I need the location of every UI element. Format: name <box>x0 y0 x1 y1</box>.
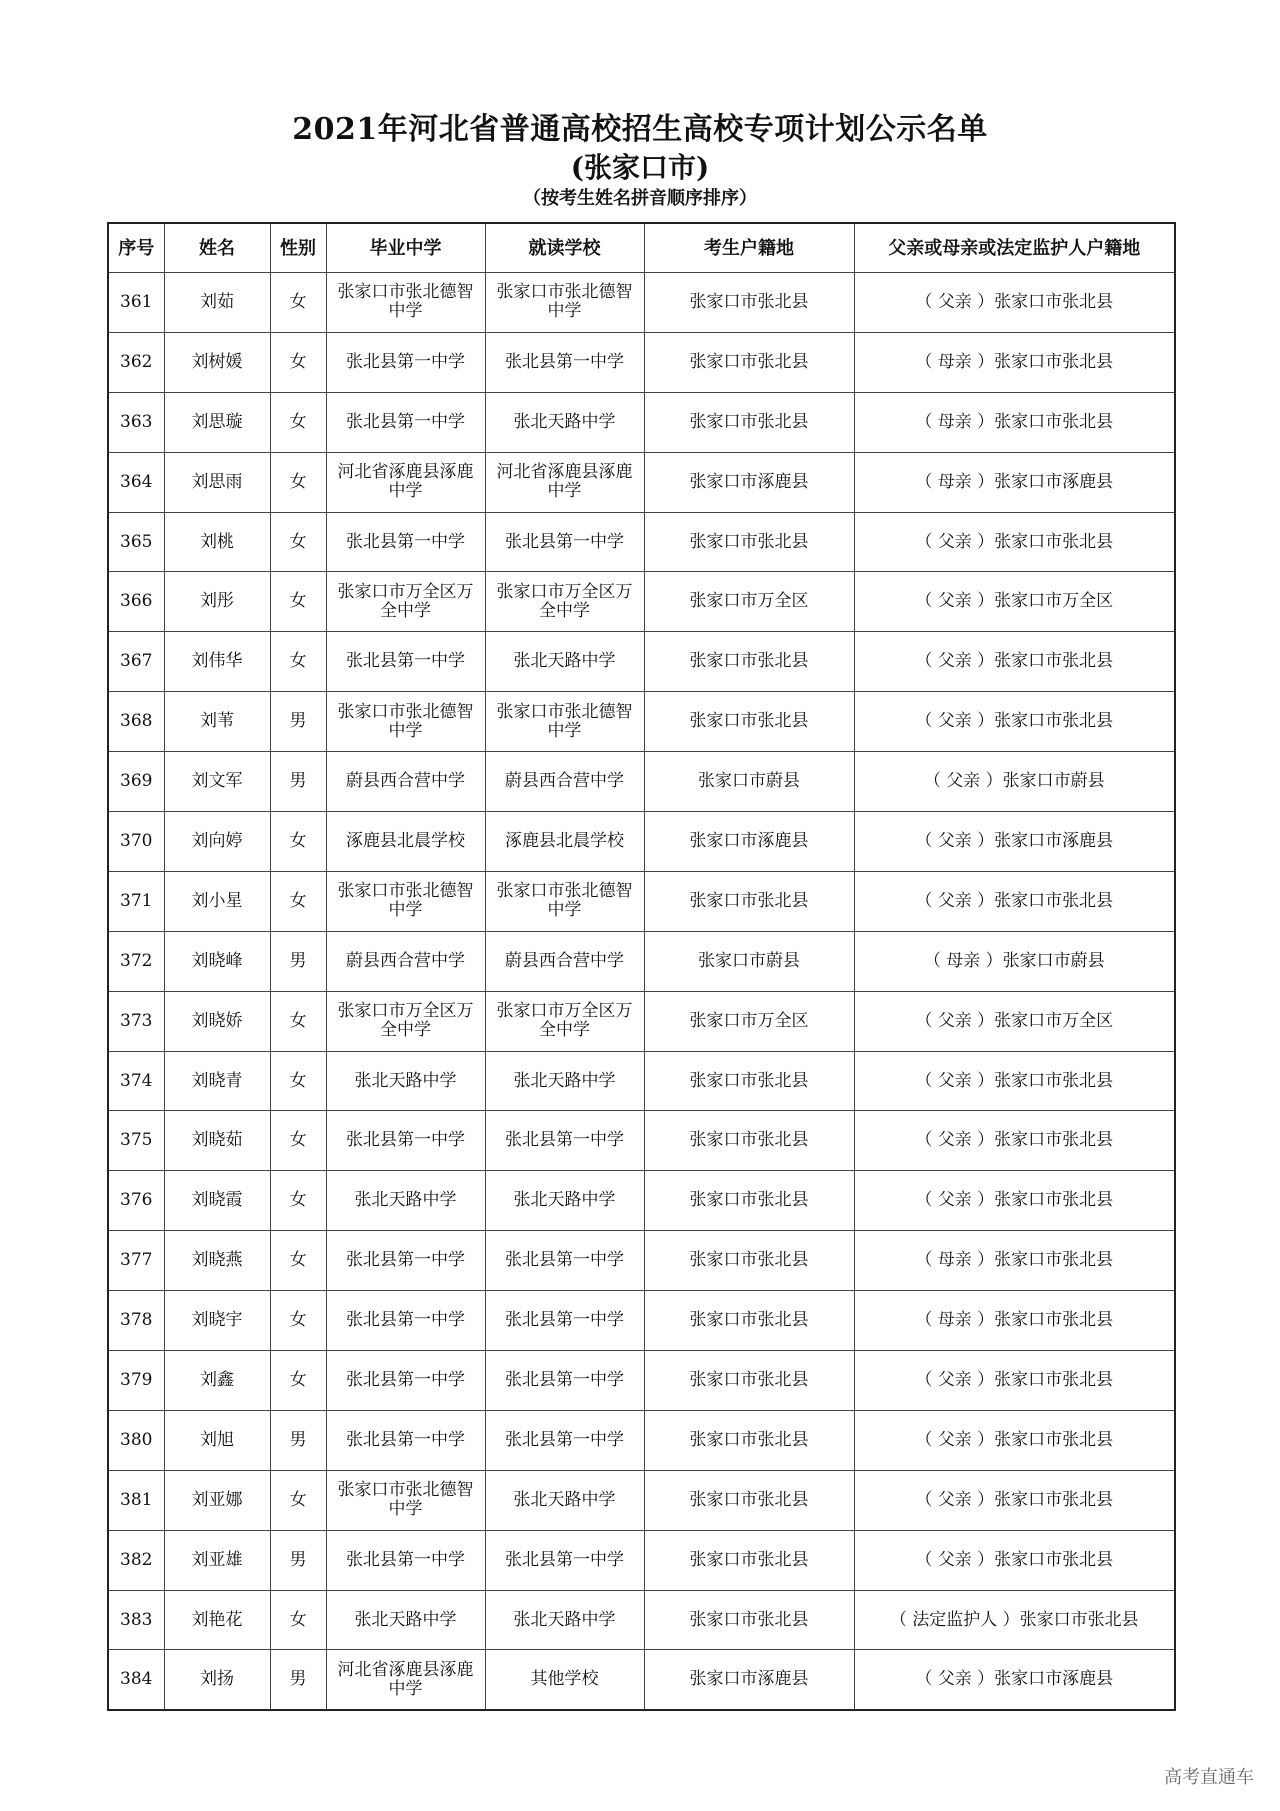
table-row <box>108 1470 1175 1530</box>
name-cell: 刘树媛 <box>164 332 270 392</box>
graduated-school-cell: 张家口市张北德智中学 <box>326 1470 485 1530</box>
current-school-cell: 张家口市张北德智中学 <box>485 871 644 931</box>
graduated-school-cell: 张家口市张北德智中学 <box>326 871 485 931</box>
name-cell: 刘小星 <box>164 871 270 931</box>
gender-cell: 男 <box>270 1410 326 1470</box>
table-row <box>108 512 1175 572</box>
table-row <box>108 1231 1175 1291</box>
table-row <box>108 1351 1175 1411</box>
current-school-cell: 张北县第一中学 <box>485 1111 644 1171</box>
name-cell: 刘向婷 <box>164 812 270 872</box>
index-cell: 374 <box>108 1051 164 1111</box>
guardian-household-cell: （ 父亲 ）张家口市张北县 <box>854 1410 1175 1470</box>
name-cell: 刘鑫 <box>164 1351 270 1411</box>
sort-note: （按考生姓名拼音顺序排序） <box>523 188 757 209</box>
guardian-household-cell: （ 母亲 ）张家口市蔚县 <box>854 931 1175 991</box>
current-school-cell: 张北天路中学 <box>485 1470 644 1530</box>
index-cell: 369 <box>108 752 164 812</box>
graduated-school-cell: 河北省涿鹿县涿鹿中学 <box>326 1650 485 1710</box>
table-row <box>108 692 1175 752</box>
name-cell: 刘思璇 <box>164 392 270 452</box>
current-school-cell: 张北县第一中学 <box>485 512 644 572</box>
current-school-cell: 张家口市万全区万全中学 <box>485 991 644 1051</box>
index-cell: 371 <box>108 871 164 931</box>
guardian-household-cell: （ 父亲 ）张家口市万全区 <box>854 991 1175 1051</box>
table-row <box>108 1530 1175 1590</box>
gender-cell: 女 <box>270 1231 326 1291</box>
graduated-school-cell: 张家口市万全区万全中学 <box>326 991 485 1051</box>
table-row <box>108 1410 1175 1470</box>
current-school-cell: 张家口市张北德智中学 <box>485 692 644 752</box>
current-school-cell: 张家口市张北德智中学 <box>485 273 644 333</box>
graduated-school-cell: 蔚县西合营中学 <box>326 931 485 991</box>
watermark-text: 高考直通车 <box>1164 1767 1254 1788</box>
household-cell: 张家口市蔚县 <box>644 752 854 812</box>
household-cell: 张家口市张北县 <box>644 1410 854 1470</box>
gender-cell: 女 <box>270 512 326 572</box>
household-cell: 张家口市蔚县 <box>644 931 854 991</box>
table-row <box>108 1051 1175 1111</box>
guardian-household-cell: （ 母亲 ）张家口市张北县 <box>854 332 1175 392</box>
column-header-current-school: 就读学校 <box>485 223 644 273</box>
guardian-household-cell: （ 父亲 ）张家口市万全区 <box>854 572 1175 632</box>
table-body <box>108 273 1175 1711</box>
graduated-school-cell: 张北县第一中学 <box>326 632 485 692</box>
guardian-household-cell: （ 父亲 ）张家口市涿鹿县 <box>854 1650 1175 1710</box>
graduated-school-cell: 张北县第一中学 <box>326 1410 485 1470</box>
index-cell: 372 <box>108 931 164 991</box>
graduated-school-cell: 张北县第一中学 <box>326 1231 485 1291</box>
gender-cell: 女 <box>270 1470 326 1530</box>
gender-cell: 女 <box>270 332 326 392</box>
guardian-household-cell: （ 父亲 ）张家口市张北县 <box>854 632 1175 692</box>
household-cell: 张家口市张北县 <box>644 1231 854 1291</box>
guardian-household-cell: （ 父亲 ）张家口市张北县 <box>854 692 1175 752</box>
table-row <box>108 1171 1175 1231</box>
table-row <box>108 572 1175 632</box>
current-school-cell: 张北县第一中学 <box>485 1231 644 1291</box>
gender-cell: 女 <box>270 1351 326 1411</box>
current-school-cell: 蔚县西合营中学 <box>485 931 644 991</box>
guardian-household-cell: （ 父亲 ）张家口市蔚县 <box>854 752 1175 812</box>
gender-cell: 女 <box>270 572 326 632</box>
guardian-household-cell: （ 父亲 ）张家口市张北县 <box>854 1051 1175 1111</box>
name-cell: 刘思雨 <box>164 452 270 512</box>
graduated-school-cell: 涿鹿县北晨学校 <box>326 812 485 872</box>
graduated-school-cell: 张北县第一中学 <box>326 1291 485 1351</box>
name-cell: 刘晓青 <box>164 1051 270 1111</box>
current-school-cell: 蔚县西合营中学 <box>485 752 644 812</box>
gender-cell: 女 <box>270 1051 326 1111</box>
name-cell: 刘晓茹 <box>164 1111 270 1171</box>
current-school-cell: 张北县第一中学 <box>485 1291 644 1351</box>
current-school-cell: 张家口市万全区万全中学 <box>485 572 644 632</box>
index-cell: 382 <box>108 1530 164 1590</box>
table-row <box>108 273 1175 333</box>
current-school-cell: 张北天路中学 <box>485 632 644 692</box>
guardian-household-cell: （ 母亲 ）张家口市张北县 <box>854 1291 1175 1351</box>
gender-cell: 女 <box>270 1590 326 1650</box>
graduated-school-cell: 张家口市万全区万全中学 <box>326 572 485 632</box>
current-school-cell: 张北县第一中学 <box>485 1351 644 1411</box>
index-cell: 380 <box>108 1410 164 1470</box>
household-cell: 张家口市张北县 <box>644 871 854 931</box>
guardian-household-cell: （ 父亲 ）张家口市张北县 <box>854 512 1175 572</box>
city-subtitle: (张家口市) <box>570 151 710 184</box>
index-cell: 376 <box>108 1171 164 1231</box>
gender-cell: 女 <box>270 392 326 452</box>
name-cell: 刘亚雄 <box>164 1530 270 1590</box>
guardian-household-cell: （ 父亲 ）张家口市张北县 <box>854 871 1175 931</box>
name-cell: 刘晓霞 <box>164 1171 270 1231</box>
gender-cell: 男 <box>270 1650 326 1710</box>
index-cell: 363 <box>108 392 164 452</box>
name-cell: 刘扬 <box>164 1650 270 1710</box>
index-cell: 377 <box>108 1231 164 1291</box>
guardian-household-cell: （ 父亲 ）张家口市张北县 <box>854 1351 1175 1411</box>
index-cell: 373 <box>108 991 164 1051</box>
guardian-household-cell: （ 父亲 ）张家口市张北县 <box>854 1530 1175 1590</box>
graduated-school-cell: 张北天路中学 <box>326 1051 485 1111</box>
index-cell: 375 <box>108 1111 164 1171</box>
current-school-cell: 张北天路中学 <box>485 1590 644 1650</box>
index-cell: 367 <box>108 632 164 692</box>
gender-cell: 男 <box>270 692 326 752</box>
gender-cell: 女 <box>270 1171 326 1231</box>
table-row <box>108 871 1175 931</box>
index-cell: 370 <box>108 812 164 872</box>
household-cell: 张家口市张北县 <box>644 273 854 333</box>
household-cell: 张家口市张北县 <box>644 1171 854 1231</box>
household-cell: 张家口市张北县 <box>644 1111 854 1171</box>
table-row <box>108 1590 1175 1650</box>
gender-cell: 女 <box>270 1291 326 1351</box>
graduated-school-cell: 张北县第一中学 <box>326 512 485 572</box>
current-school-cell: 张北天路中学 <box>485 392 644 452</box>
index-cell: 361 <box>108 273 164 333</box>
guardian-household-cell: （ 父亲 ）张家口市张北县 <box>854 273 1175 333</box>
table-row <box>108 1111 1175 1171</box>
index-cell: 365 <box>108 512 164 572</box>
table-row <box>108 752 1175 812</box>
household-cell: 张家口市张北县 <box>644 1530 854 1590</box>
household-cell: 张家口市张北县 <box>644 1590 854 1650</box>
graduated-school-cell: 张家口市张北德智中学 <box>326 692 485 752</box>
table-row <box>108 931 1175 991</box>
current-school-cell: 张北县第一中学 <box>485 332 644 392</box>
name-cell: 刘茹 <box>164 273 270 333</box>
graduated-school-cell: 张北天路中学 <box>326 1171 485 1231</box>
household-cell: 张家口市万全区 <box>644 991 854 1051</box>
index-cell: 379 <box>108 1351 164 1411</box>
table-row <box>108 991 1175 1051</box>
name-cell: 刘晓峰 <box>164 931 270 991</box>
household-cell: 张家口市张北县 <box>644 332 854 392</box>
current-school-cell: 涿鹿县北晨学校 <box>485 812 644 872</box>
graduated-school-cell: 张北天路中学 <box>326 1590 485 1650</box>
page-title: 2021年河北省普通高校招生高校专项计划公示名单 <box>292 112 988 147</box>
household-cell: 张家口市张北县 <box>644 1351 854 1411</box>
column-header-guardian-household: 父亲或母亲或法定监护人户籍地 <box>854 223 1175 273</box>
table-header-row <box>108 223 1175 273</box>
gender-cell: 女 <box>270 452 326 512</box>
graduated-school-cell: 河北省涿鹿县涿鹿中学 <box>326 452 485 512</box>
gender-cell: 女 <box>270 991 326 1051</box>
index-cell: 384 <box>108 1650 164 1710</box>
household-cell: 张家口市张北县 <box>644 1291 854 1351</box>
current-school-cell: 其他学校 <box>485 1650 644 1710</box>
guardian-household-cell: （ 父亲 ）张家口市涿鹿县 <box>854 812 1175 872</box>
household-cell: 张家口市涿鹿县 <box>644 1650 854 1710</box>
column-header-index: 序号 <box>108 223 164 273</box>
name-cell: 刘苇 <box>164 692 270 752</box>
guardian-household-cell: （ 父亲 ）张家口市张北县 <box>854 1111 1175 1171</box>
table-row <box>108 452 1175 512</box>
current-school-cell: 张北天路中学 <box>485 1171 644 1231</box>
household-cell: 张家口市涿鹿县 <box>644 452 854 512</box>
roster-table <box>107 222 1176 1711</box>
current-school-cell: 张北县第一中学 <box>485 1410 644 1470</box>
index-cell: 366 <box>108 572 164 632</box>
household-cell: 张家口市涿鹿县 <box>644 812 854 872</box>
guardian-household-cell: （ 母亲 ）张家口市涿鹿县 <box>854 452 1175 512</box>
gender-cell: 女 <box>270 1111 326 1171</box>
name-cell: 刘晓燕 <box>164 1231 270 1291</box>
household-cell: 张家口市张北县 <box>644 692 854 752</box>
current-school-cell: 河北省涿鹿县涿鹿中学 <box>485 452 644 512</box>
name-cell: 刘晓娇 <box>164 991 270 1051</box>
index-cell: 378 <box>108 1291 164 1351</box>
guardian-household-cell: （ 父亲 ）张家口市张北县 <box>854 1470 1175 1530</box>
household-cell: 张家口市张北县 <box>644 392 854 452</box>
index-cell: 368 <box>108 692 164 752</box>
index-cell: 383 <box>108 1590 164 1650</box>
index-cell: 362 <box>108 332 164 392</box>
guardian-household-cell: （ 法定监护人 ）张家口市张北县 <box>854 1590 1175 1650</box>
name-cell: 刘彤 <box>164 572 270 632</box>
household-cell: 张家口市张北县 <box>644 632 854 692</box>
column-header-name: 姓名 <box>164 223 270 273</box>
household-cell: 张家口市张北县 <box>644 512 854 572</box>
gender-cell: 男 <box>270 752 326 812</box>
table-row <box>108 1650 1175 1710</box>
current-school-cell: 张北天路中学 <box>485 1051 644 1111</box>
column-header-graduated-school: 毕业中学 <box>326 223 485 273</box>
index-cell: 364 <box>108 452 164 512</box>
gender-cell: 女 <box>270 632 326 692</box>
graduated-school-cell: 张北县第一中学 <box>326 392 485 452</box>
household-cell: 张家口市张北县 <box>644 1051 854 1111</box>
name-cell: 刘晓宇 <box>164 1291 270 1351</box>
table-row <box>108 812 1175 872</box>
graduated-school-cell: 张北县第一中学 <box>326 1530 485 1590</box>
index-cell: 381 <box>108 1470 164 1530</box>
graduated-school-cell: 张家口市张北德智中学 <box>326 273 485 333</box>
table-row <box>108 392 1175 452</box>
name-cell: 刘文军 <box>164 752 270 812</box>
table-row <box>108 1291 1175 1351</box>
name-cell: 刘亚娜 <box>164 1470 270 1530</box>
column-header-household: 考生户籍地 <box>644 223 854 273</box>
graduated-school-cell: 蔚县西合营中学 <box>326 752 485 812</box>
household-cell: 张家口市万全区 <box>644 572 854 632</box>
gender-cell: 女 <box>270 871 326 931</box>
household-cell: 张家口市张北县 <box>644 1470 854 1530</box>
column-header-gender: 性别 <box>270 223 326 273</box>
name-cell: 刘桃 <box>164 512 270 572</box>
table-row <box>108 632 1175 692</box>
guardian-household-cell: （ 母亲 ）张家口市张北县 <box>854 1231 1175 1291</box>
name-cell: 刘旭 <box>164 1410 270 1470</box>
gender-cell: 男 <box>270 931 326 991</box>
table-row <box>108 332 1175 392</box>
gender-cell: 女 <box>270 273 326 333</box>
guardian-household-cell: （ 母亲 ）张家口市张北县 <box>854 392 1175 452</box>
name-cell: 刘艳花 <box>164 1590 270 1650</box>
gender-cell: 男 <box>270 1530 326 1590</box>
graduated-school-cell: 张北县第一中学 <box>326 1351 485 1411</box>
name-cell: 刘伟华 <box>164 632 270 692</box>
graduated-school-cell: 张北县第一中学 <box>326 332 485 392</box>
guardian-household-cell: （ 父亲 ）张家口市张北县 <box>854 1171 1175 1231</box>
gender-cell: 女 <box>270 812 326 872</box>
current-school-cell: 张北县第一中学 <box>485 1530 644 1590</box>
graduated-school-cell: 张北县第一中学 <box>326 1111 485 1171</box>
